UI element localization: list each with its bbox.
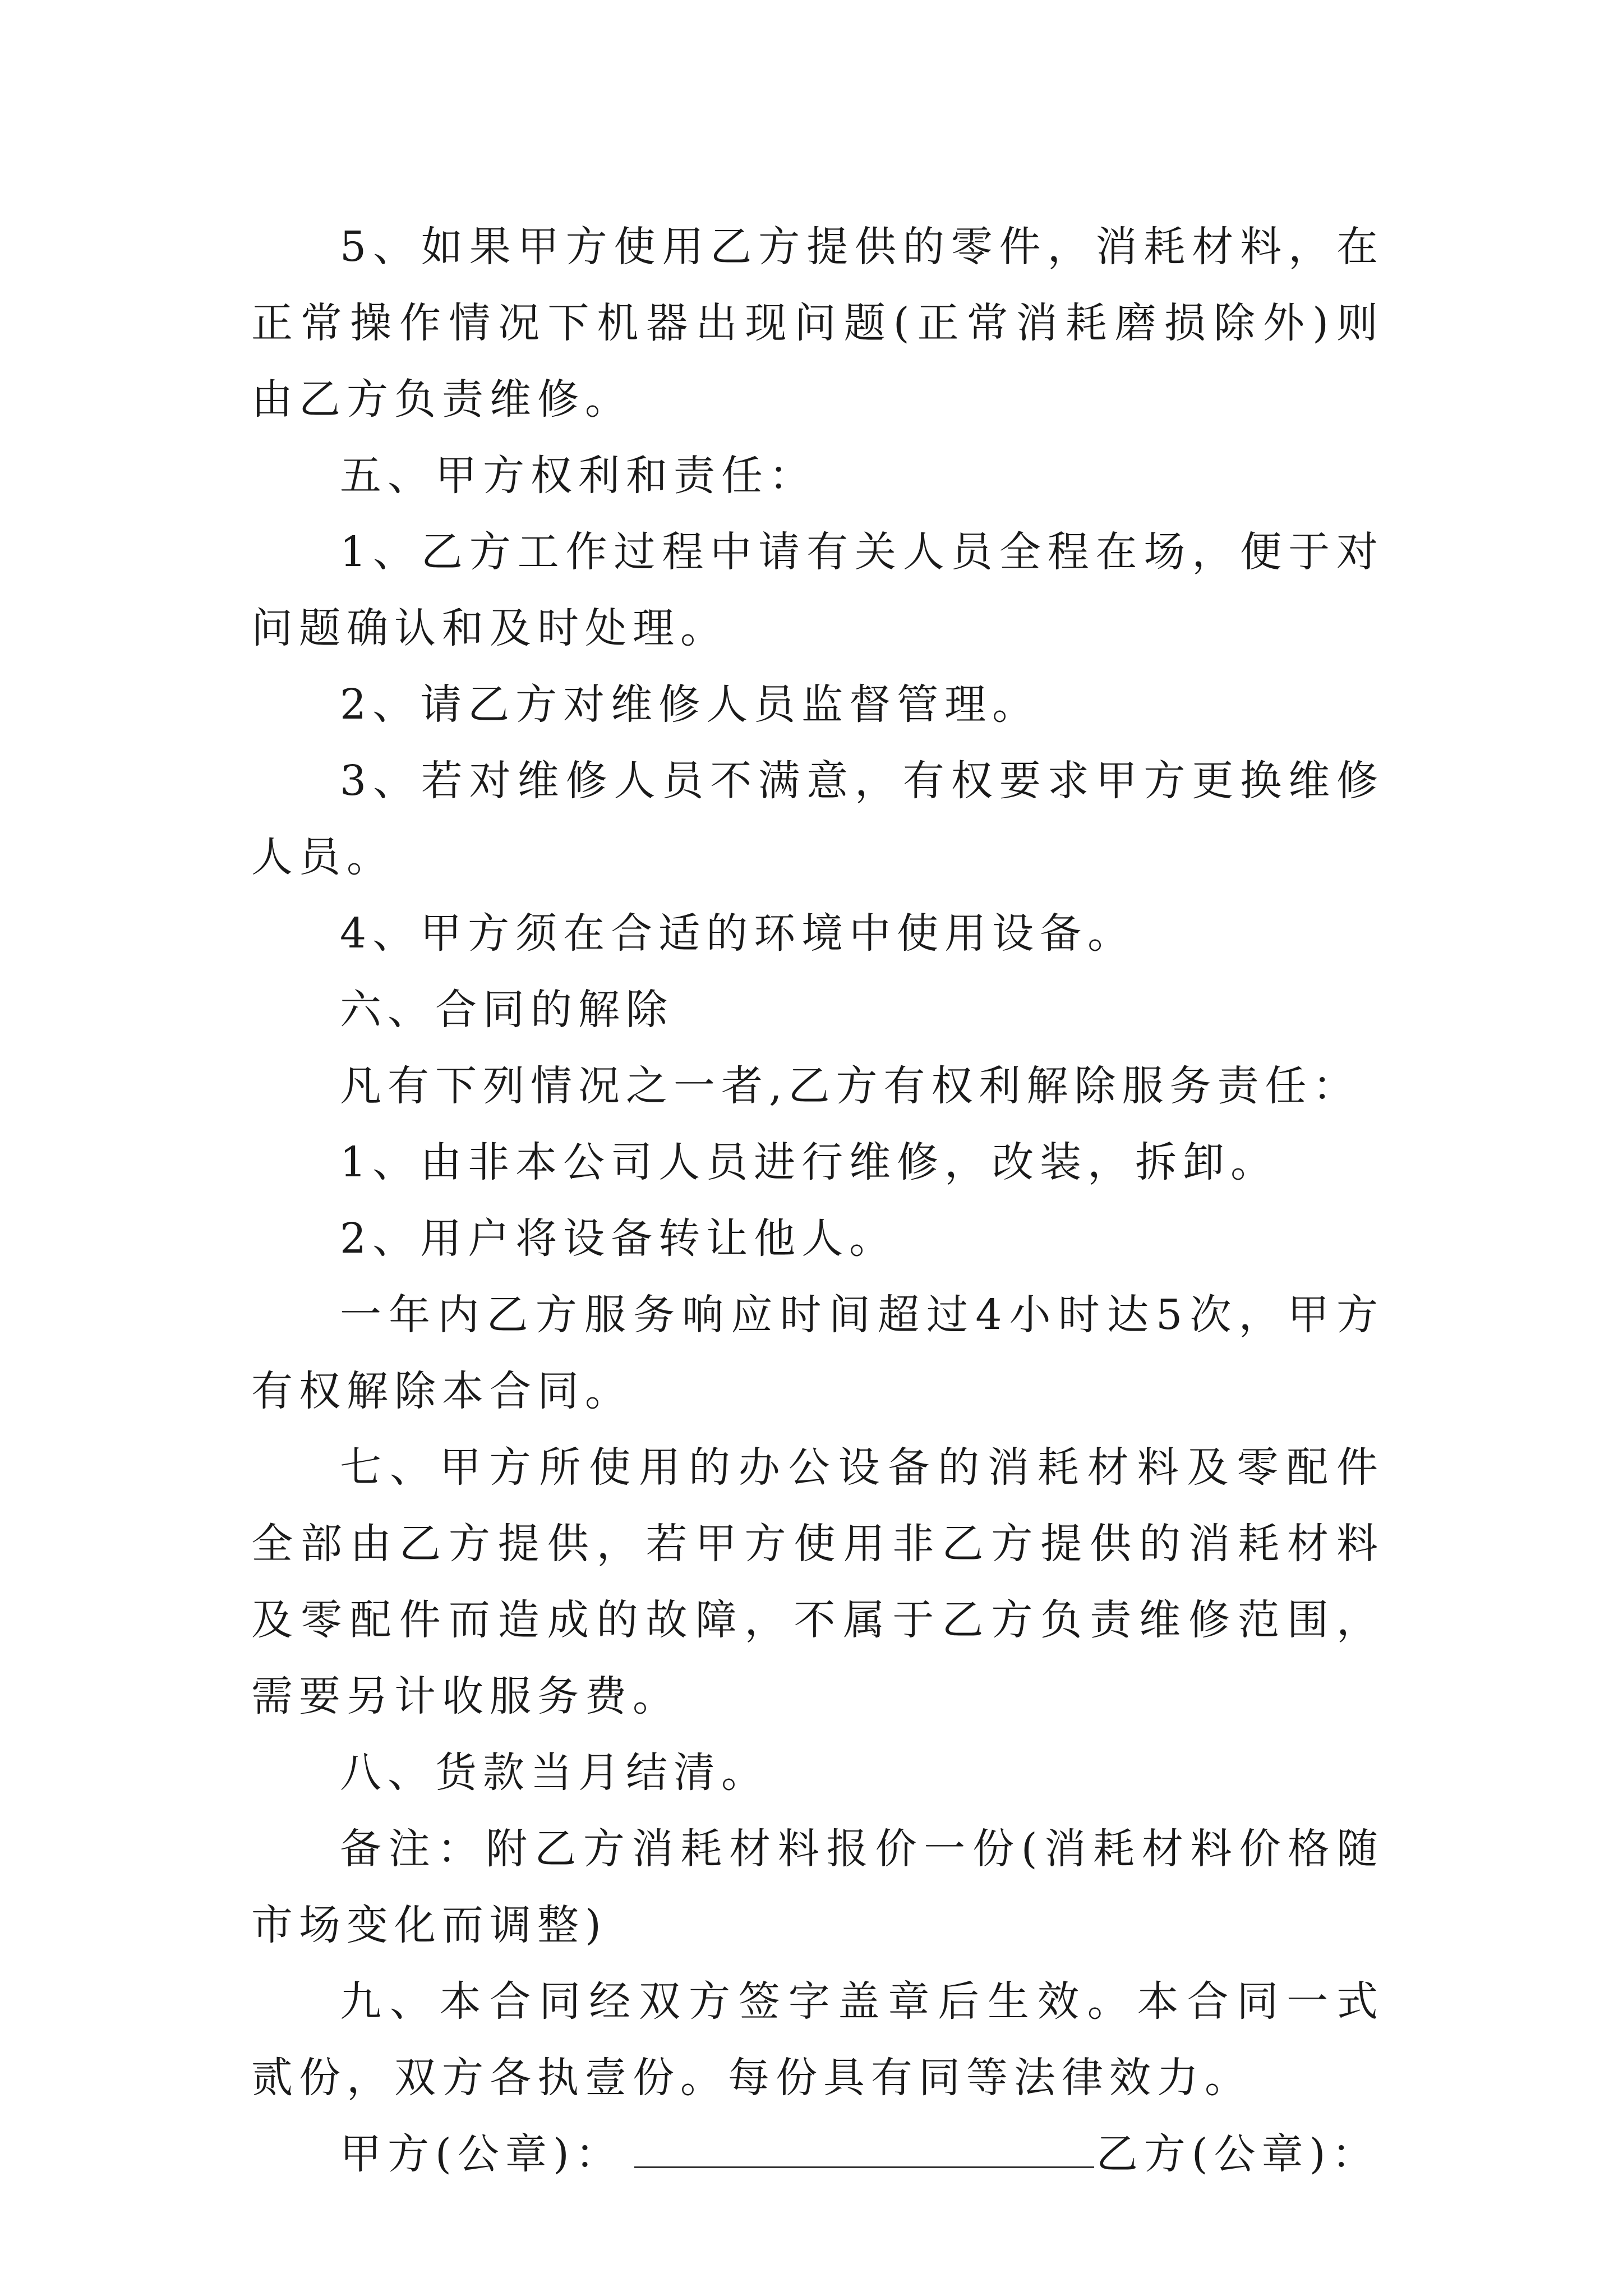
section-6-item-2: 2、用户将设备转让他人。	[340, 1214, 897, 1263]
section-5-item-3: 3、若对维修人员不满意，有权要求甲方更换维修人员。	[251, 757, 1384, 881]
section-5-heading: 五、甲方权利和责任：	[340, 452, 817, 500]
section-6-heading: 六、合同的解除	[340, 986, 674, 1034]
section-7-text: 七、甲方所使用的办公设备的消耗材料及零配件全部由乙方提供，若甲方使用非乙方提供的消耗材料及零配件而造成的故障，不属于乙方负责维修范围，需要另计收服务费。	[251, 1443, 1384, 1720]
party-a-signature-blank	[634, 2131, 1094, 2168]
party-b-seal-label: 乙方(公章)：	[1096, 2130, 1380, 2178]
section-9-text: 九、本合同经双方签字盖章后生效。本合同一式贰份，双方各执壹份。每份具有同等法律效力。	[251, 1977, 1384, 2102]
section-5-item-4: 4、甲方须在合适的环境中使用设备。	[340, 909, 1136, 958]
section-8-text: 八、货款当月结清。	[340, 1749, 769, 1797]
party-a-seal-label: 甲方(公章)：	[340, 2130, 623, 2178]
section-6-item-1: 1、由非本公司人员进行维修，改装，拆卸。	[340, 1138, 1279, 1186]
document-page	[251, 209, 1384, 2192]
section-6-intro: 凡有下列情况之一者,乙方有权利解除服务责任：	[340, 1062, 1361, 1110]
remark-text: 备注：附乙方消耗材料报价一份(消耗材料价格随市场变化而调整)	[251, 1825, 1384, 1949]
section-6-item-3: 一年内乙方服务响应时间超过4小时达5次，甲方有权解除本合同。	[251, 1291, 1384, 1415]
section-5-item-1: 1、乙方工作过程中请有关人员全程在场，便于对问题确认和及时处理。	[251, 528, 1384, 652]
clause-4-item-5: 5、如果甲方使用乙方提供的零件，消耗材料，在正常操作情况下机器出现问题(正常消耗磨损除外)则由乙方负责维修。	[251, 223, 1384, 424]
signature-line	[251, 2116, 1384, 2192]
section-5-item-2: 2、请乙方对维修人员监督管理。	[340, 680, 1040, 729]
